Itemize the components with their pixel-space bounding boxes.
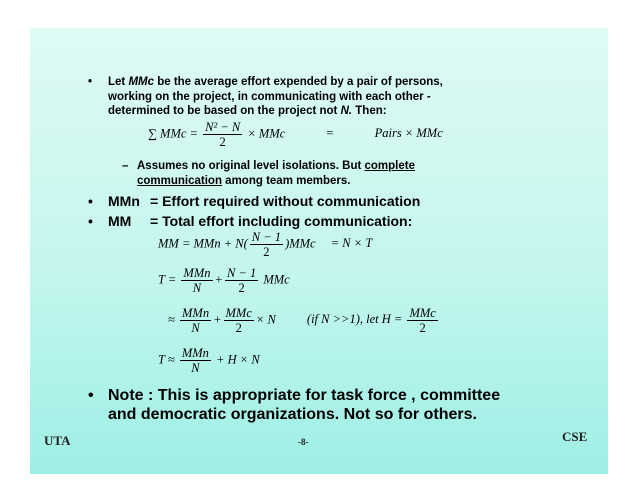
bullet-1-line-3: determined to be based on the project not N. Then: [108,105,387,117]
bullet-3-text: MM = Total effort including communication: [108,213,413,229]
bullet-4-text: Note : This is appropriate for task force , committee and democratic organizations. Not so for others. [108,387,501,423]
bullet-dot: • [88,387,94,404]
bullet-dot: • [88,76,93,88]
footer-right: CSE [562,429,588,444]
bullet-1-line-2: working on the project, in communicating with each other - [108,90,431,103]
equation-1: ∑ MMc = $\frac{\text{N² − N}}{2}$ × MMc = Pairs × MMc [148,120,443,149]
bullet-2-text: MMn = Effort required without communication [108,193,421,209]
fraction: $\frac{\text{N² − N}}{2}$ [205,120,241,149]
equation-2: MM = MMn + N( $\frac{N - 1}{2}$ )MMc = N × T [158,230,373,259]
fraction: $\frac{\text{MMn}}{N}$ [183,266,211,295]
bullet-dot: • [88,213,93,229]
fraction: $\frac{\text{MMc}}{2}$ [225,306,252,335]
bullet-1-line-1: Let MMc be the average effort expended by a pair of persons, [108,76,443,88]
fraction: $\frac{\text{MMn}}{N}$ [182,306,210,335]
fraction: $\frac{N - 1}{2}$ [251,230,282,259]
page-number: -8- [298,437,309,447]
fraction: $\frac{\text{MMc}}{2}$ [409,306,436,335]
sub-bullet-dash: – [122,160,129,172]
equation-4: ≈ $\frac{\text{MMn}}{N}$ + $\frac{\text{MMc}}{2}$ × N (if N >>1), let H = $\frac{\text{MMc}}{2}$ [168,306,436,335]
equation-5: T ≈ $\frac{\text{MMn}}{N}$ + H × N [158,346,260,375]
sub-bullet-text: Assumes no original level isolations. But complete communication among team members. [137,160,415,187]
fraction: $\frac{N - 1}{2}$ [226,266,257,295]
fraction: $\frac{\text{MMn}}{N}$ [181,346,209,375]
footer-left: UTA [44,433,71,448]
bullet-dot: • [88,193,93,209]
equation-3: T = $\frac{\text{MMn}}{N}$ + $\frac{N - 1}{2}$ MMc [158,266,290,295]
bullet-1-text [108,75,578,119]
slide [30,28,608,474]
